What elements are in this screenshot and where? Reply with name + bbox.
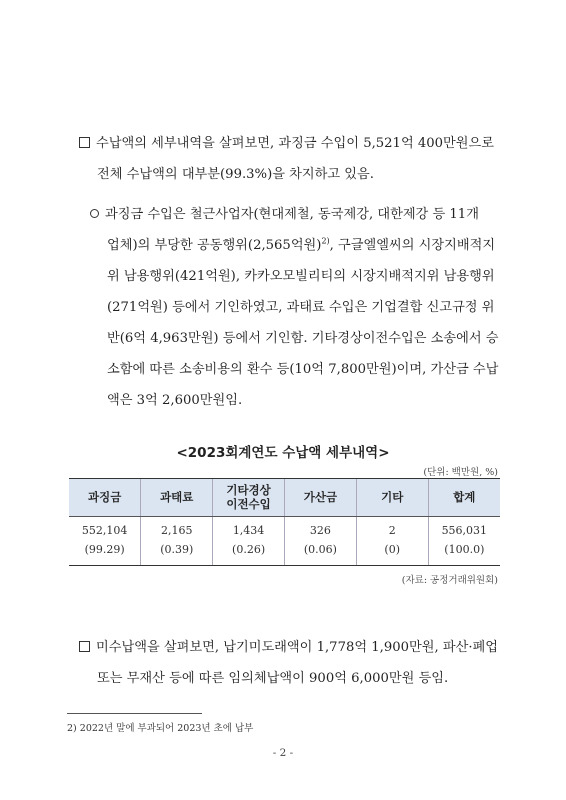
header-fine: 과태료 <box>141 479 213 517</box>
table-cell: 556,031 (100.0) <box>428 517 500 566</box>
page-number: - 2 - <box>272 747 294 759</box>
square-bullet-icon <box>79 137 90 148</box>
paragraph-line: 수납액의 세부내역을 살펴보면, 과징금 수입이 5,521억 400만원으로 <box>96 136 495 151</box>
paragraph-line: 또는 무재산 등에 따른 임의체납액이 900억 6,000만원 등임. <box>97 671 449 686</box>
square-bullet-icon <box>79 641 90 652</box>
header-surcharge: 가산금 <box>284 479 356 517</box>
table-title: <2023회계연도 수납액 세부내역> <box>176 445 390 461</box>
paragraph-line-tail: , 구글엘엘씨의 시장지배적지 <box>329 238 496 253</box>
paragraph-line: 반(6억 4,963만원) 등에서 기인함. 기타경상이전수입은 소송에서 승 <box>107 331 499 346</box>
table-cell: 1,434 (0.26) <box>213 517 285 566</box>
table-unit: (단위: 백만원, %) <box>423 467 498 478</box>
table-header-row <box>69 479 500 517</box>
table-cell: 2 (0) <box>356 517 428 566</box>
paragraph-line: 미수납액을 살펴보면, 납기미도래액이 1,778억 1,900만원, 파산·폐업 <box>96 640 499 655</box>
paragraph-line: 업체)의 부당한 공동행위(2,565억원) <box>107 238 322 253</box>
paragraph-line: 소함에 따른 소송비용의 환수 등(10억 7,800만원)이며, 가산금 수납 <box>107 362 499 377</box>
table-source: (자료: 공정거래위원회) <box>401 575 498 586</box>
header-penalty: 과징금 <box>69 479 141 517</box>
footnote-divider <box>67 713 202 714</box>
revenue-breakdown-table <box>69 478 500 566</box>
footnote-reference[interactable]: 2) <box>321 236 330 246</box>
paragraph-line: 과징금 수입은 철근사업자(현대제철, 동국제강, 대한제강 등 11개 <box>105 207 479 222</box>
table-cell: 2,165 (0.39) <box>141 517 213 566</box>
header-other-transfer-income: 기타경상 이전수입 <box>213 479 285 517</box>
table-row <box>69 517 500 566</box>
header-other: 기타 <box>356 479 428 517</box>
footnote-text: 2) 2022년 말에 부과되어 2023년 초에 납부 <box>67 723 254 734</box>
paragraph-line: (271억원) 등에서 기인하였고, 과태료 수입은 기업결합 신고규정 위 <box>107 300 495 315</box>
paragraph-line: 전체 수납액의 대부분(99.3%)을 차지하고 있음. <box>97 167 374 182</box>
paragraph-line: 위 남용행위(421억원), 카카오모빌리티의 시장지배적지위 남용행위 <box>107 269 495 284</box>
header-total: 합계 <box>428 479 500 517</box>
paragraph-line: 액은 3억 2,600만원임. <box>107 393 243 408</box>
circle-bullet-icon <box>90 209 99 218</box>
table-cell: 552,104 (99.29) <box>69 517 141 566</box>
table-cell: 326 (0.06) <box>284 517 356 566</box>
